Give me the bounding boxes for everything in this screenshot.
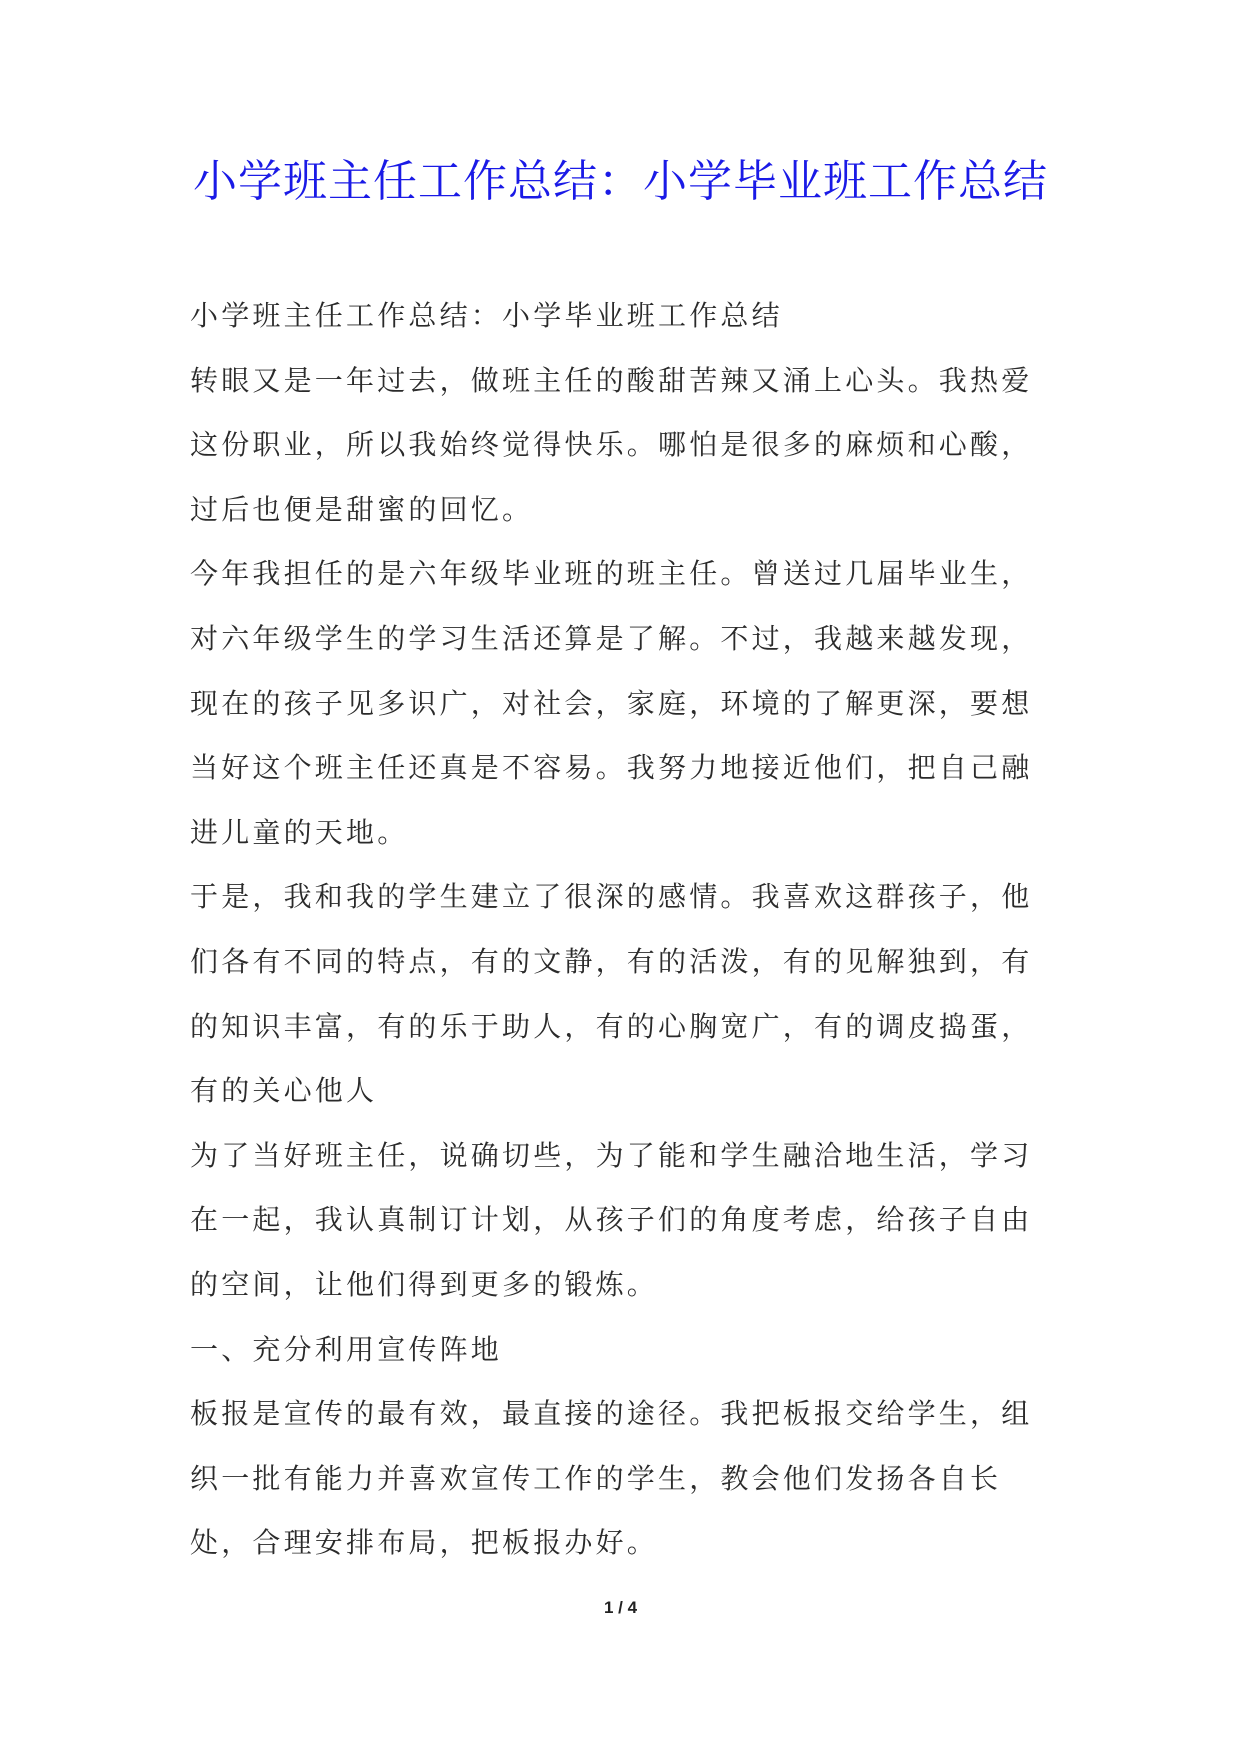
- paragraph-subtitle: 小学班主任工作总结：小学毕业班工作总结: [190, 299, 783, 332]
- document-title: 小学班主任工作总结：小学毕业班工作总结: [193, 156, 1048, 207]
- page-number: 1 / 4: [603, 1598, 638, 1617]
- paragraph: 为了当好班主任，说确切些，为了能和学生融洽地生活，学习在一起，我认真制订计划，从孩子们的角度考虑，给孩子自由的空间，让他们得到更多的锻炼。: [190, 1138, 1033, 1301]
- paragraph: 于是，我和我的学生建立了很深的感情。我喜欢这群孩子，他们各有不同的特点，有的文静，有的活泼，有的见解独到，有的知识丰富，有的乐于助人，有的心胸宽广，有的调皮捣蛋，有的关心他人: [190, 880, 1033, 1108]
- paragraph: 今年我担任的是六年级毕业班的班主任。曾送过几届毕业生，对六年级学生的学习生活还算是了解。不过，我越来越发现，现在的孩子见多识广，对社会，家庭，环境的了解更深，要想当好这个班主任还真是不容易。我努力地接近他们，把自己融进儿童的天地。: [190, 557, 1033, 849]
- document-body: [190, 284, 1060, 1576]
- paragraph: 板报是宣传的最有效，最直接的途径。我把板报交给学生，组织一批有能力并喜欢宣传工作的学生，教会他们发扬各自长处，合理安排布局，把板报办好。: [190, 1397, 1033, 1560]
- section-heading: 一、充分利用宣传阵地: [190, 1332, 503, 1366]
- paragraph: 转眼又是一年过去，做班主任的酸甜苦辣又涌上心头。我热爱这份职业，所以我始终觉得快乐。哪怕是很多的麻烦和心酸，过后也便是甜蜜的回忆。: [190, 363, 1033, 526]
